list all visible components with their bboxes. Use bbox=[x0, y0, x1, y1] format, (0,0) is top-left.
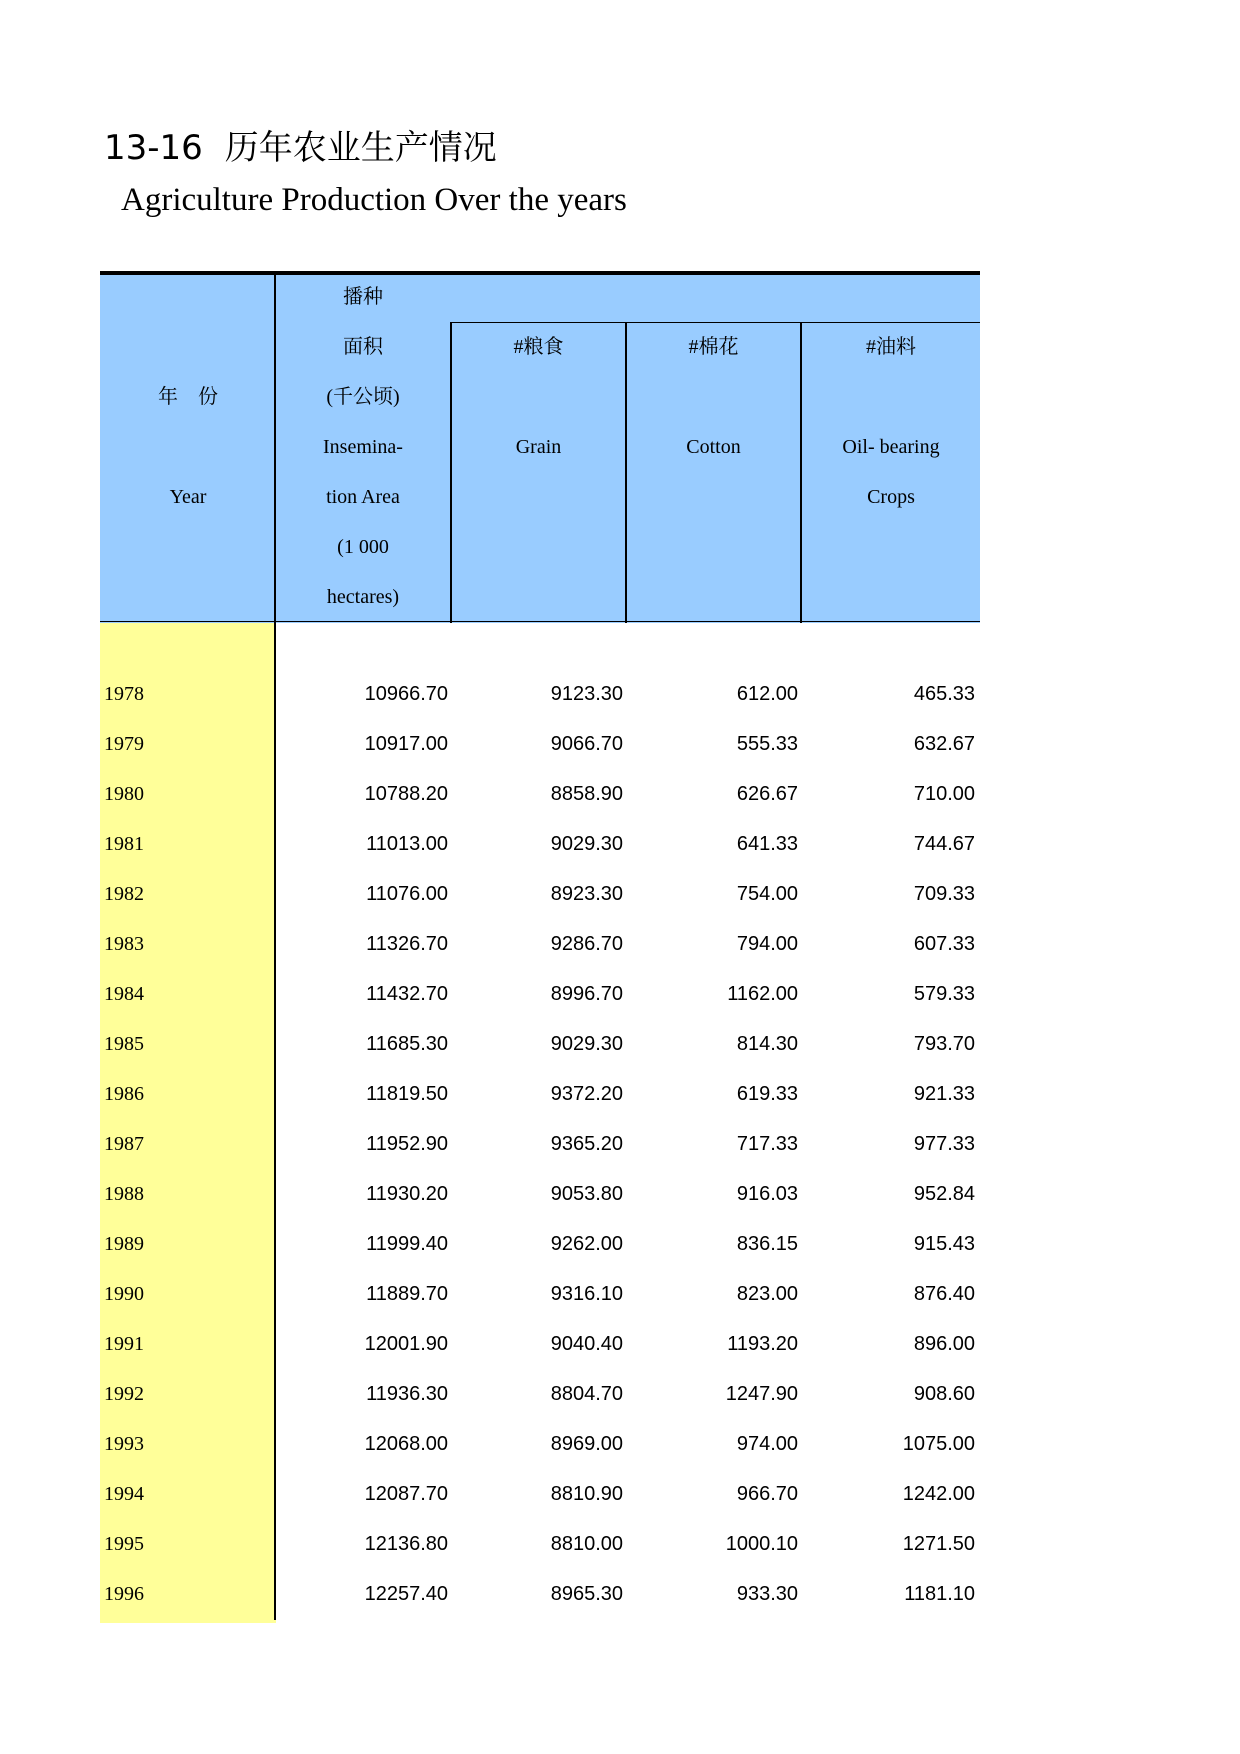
cell-year: 1980 bbox=[104, 783, 144, 805]
header-oil-en-2: Crops bbox=[867, 486, 915, 508]
cell-oil: 1242.00 bbox=[902, 1483, 975, 1505]
cell-grain: 8810.00 bbox=[550, 1533, 623, 1555]
table-row bbox=[100, 1269, 980, 1319]
header-area-line-7: hectares) bbox=[326, 586, 400, 608]
cell-oil: 607.33 bbox=[913, 933, 975, 955]
cell-area: 11013.00 bbox=[366, 833, 448, 855]
cell-year: 1989 bbox=[104, 1233, 144, 1255]
cell-oil: 1181.10 bbox=[904, 1583, 975, 1605]
cell-year: 1988 bbox=[104, 1183, 144, 1205]
cell-year: 1990 bbox=[104, 1283, 144, 1305]
cell-cotton: 619.33 bbox=[736, 1083, 798, 1105]
cell-oil: 876.40 bbox=[913, 1283, 975, 1305]
cell-cotton: 612.00 bbox=[736, 683, 798, 705]
table-row bbox=[100, 819, 980, 869]
header-year-en: Year bbox=[169, 486, 207, 508]
cell-cotton: 717.33 bbox=[736, 1133, 798, 1155]
cell-grain: 9123.30 bbox=[550, 683, 623, 705]
cell-area: 11936.30 bbox=[366, 1383, 448, 1405]
cell-grain: 8858.90 bbox=[550, 783, 623, 805]
cell-year: 1982 bbox=[104, 883, 144, 905]
table-row bbox=[100, 1569, 980, 1619]
cell-oil: 579.33 bbox=[913, 983, 975, 1005]
cell-cotton: 966.70 bbox=[736, 1483, 798, 1505]
cell-grain: 9066.70 bbox=[550, 733, 623, 755]
title-chinese: 历年农业生产情况 bbox=[224, 128, 497, 168]
cell-oil: 921.33 bbox=[913, 1083, 975, 1105]
cell-area: 12136.80 bbox=[364, 1533, 448, 1555]
cell-grain: 8804.70 bbox=[550, 1383, 623, 1405]
cell-cotton: 974.00 bbox=[736, 1433, 798, 1455]
table-row bbox=[100, 969, 980, 1019]
cell-grain: 9316.10 bbox=[550, 1283, 623, 1305]
header-grain-zh: #粮食 bbox=[513, 336, 564, 358]
cell-year: 1984 bbox=[104, 983, 144, 1005]
table-row bbox=[100, 719, 980, 769]
cell-grain: 9262.00 bbox=[550, 1233, 623, 1255]
cell-cotton: 641.33 bbox=[736, 833, 798, 855]
cell-oil: 793.70 bbox=[913, 1033, 975, 1055]
table-row bbox=[100, 1219, 980, 1269]
header-cotton-zh: #棉花 bbox=[688, 336, 739, 358]
cell-year: 1995 bbox=[104, 1533, 144, 1555]
header-area-line-2: 面积 bbox=[343, 336, 383, 358]
cell-year: 1993 bbox=[104, 1433, 144, 1455]
table-row bbox=[100, 1119, 980, 1169]
cell-area: 12257.40 bbox=[364, 1583, 448, 1605]
table-number: 13-16 bbox=[104, 128, 203, 168]
cell-grain: 9040.40 bbox=[550, 1333, 623, 1355]
cell-cotton: 916.03 bbox=[736, 1183, 798, 1205]
cell-year: 1994 bbox=[104, 1483, 144, 1505]
cell-year: 1978 bbox=[104, 683, 144, 705]
cell-year: 1987 bbox=[104, 1133, 144, 1155]
header-year-zh: 年 份 bbox=[158, 386, 218, 408]
table-row bbox=[100, 1469, 980, 1519]
header-area-line-5: tion Area bbox=[326, 486, 400, 508]
cell-grain: 8810.90 bbox=[550, 1483, 623, 1505]
cell-grain: 8923.30 bbox=[550, 883, 623, 905]
table-row bbox=[100, 1069, 980, 1119]
cell-oil: 915.43 bbox=[913, 1233, 975, 1255]
cell-cotton: 1162.00 bbox=[727, 983, 798, 1005]
cell-grain: 9029.30 bbox=[550, 1033, 623, 1055]
title-english: Agriculture Production Over the years bbox=[121, 182, 627, 218]
cell-oil: 465.33 bbox=[913, 683, 975, 705]
table-row bbox=[100, 869, 980, 919]
table-row bbox=[100, 1169, 980, 1219]
cell-grain: 9365.20 bbox=[550, 1133, 623, 1155]
cell-cotton: 836.15 bbox=[736, 1233, 798, 1255]
header-area-line-4: Insemina- bbox=[323, 436, 403, 458]
cell-area: 12001.90 bbox=[364, 1333, 448, 1355]
cell-cotton: 626.67 bbox=[736, 783, 798, 805]
header-grain-en: Grain bbox=[515, 436, 562, 458]
cell-cotton: 794.00 bbox=[736, 933, 798, 955]
cell-area: 11819.50 bbox=[366, 1083, 448, 1105]
page-title bbox=[104, 128, 497, 168]
cell-area: 11952.90 bbox=[366, 1133, 448, 1155]
cell-oil: 896.00 bbox=[913, 1333, 975, 1355]
cell-oil: 744.67 bbox=[913, 833, 975, 855]
cell-oil: 908.60 bbox=[913, 1383, 975, 1405]
table-row bbox=[100, 1319, 980, 1369]
cell-area: 11889.70 bbox=[366, 1283, 448, 1305]
table-row bbox=[100, 919, 980, 969]
cell-cotton: 933.30 bbox=[736, 1583, 798, 1605]
cell-year: 1991 bbox=[104, 1333, 144, 1355]
table-row bbox=[100, 769, 980, 819]
cell-area: 11326.70 bbox=[366, 933, 448, 955]
cell-grain: 8969.00 bbox=[550, 1433, 623, 1455]
cell-year: 1986 bbox=[104, 1083, 144, 1105]
header-oil-zh: #油料 bbox=[866, 336, 916, 358]
cell-grain: 9286.70 bbox=[550, 933, 623, 955]
header-oil-en-1: Oil- bearing bbox=[842, 436, 940, 458]
cell-area: 11930.20 bbox=[366, 1183, 448, 1205]
cell-oil: 632.67 bbox=[913, 733, 975, 755]
table-row bbox=[100, 669, 980, 719]
cell-area: 10788.20 bbox=[364, 783, 448, 805]
cell-year: 1996 bbox=[104, 1583, 144, 1605]
cell-oil: 709.33 bbox=[913, 883, 975, 905]
header-area-line-6: (1 000 bbox=[337, 536, 389, 558]
cell-grain: 8996.70 bbox=[550, 983, 623, 1005]
header-area-line-3: (千公顷) bbox=[326, 386, 400, 408]
cell-grain: 8965.30 bbox=[550, 1583, 623, 1605]
cell-cotton: 555.33 bbox=[736, 733, 798, 755]
cell-cotton: 814.30 bbox=[736, 1033, 798, 1055]
cell-area: 10966.70 bbox=[364, 683, 448, 705]
cell-year: 1981 bbox=[104, 833, 144, 855]
cell-area: 12087.70 bbox=[364, 1483, 448, 1505]
cell-oil: 977.33 bbox=[913, 1133, 975, 1155]
cell-cotton: 823.00 bbox=[736, 1283, 798, 1305]
cell-area: 11685.30 bbox=[366, 1033, 448, 1055]
table-row bbox=[100, 1019, 980, 1069]
cell-area: 11076.00 bbox=[366, 883, 448, 905]
cell-year: 1992 bbox=[104, 1383, 144, 1405]
cell-cotton: 1193.20 bbox=[727, 1333, 798, 1355]
table-row bbox=[100, 1369, 980, 1419]
header-bottom-rule bbox=[100, 621, 980, 622]
cell-grain: 9029.30 bbox=[550, 833, 623, 855]
header-area-line-1: 播种 bbox=[343, 286, 383, 308]
cell-year: 1983 bbox=[104, 933, 144, 955]
cell-cotton: 1247.90 bbox=[725, 1383, 798, 1405]
cell-oil: 710.00 bbox=[913, 783, 975, 805]
cell-oil: 952.84 bbox=[913, 1183, 975, 1205]
cell-area: 12068.00 bbox=[364, 1433, 448, 1455]
table-row bbox=[100, 1519, 980, 1569]
cell-oil: 1075.00 bbox=[902, 1433, 975, 1455]
cell-area: 10917.00 bbox=[364, 733, 448, 755]
header-cotton-en: Cotton bbox=[686, 436, 741, 458]
cell-oil: 1271.50 bbox=[902, 1533, 975, 1555]
cell-cotton: 754.00 bbox=[736, 883, 798, 905]
cell-year: 1979 bbox=[104, 733, 144, 755]
table-row bbox=[100, 1419, 980, 1469]
cell-area: 11432.70 bbox=[366, 983, 448, 1005]
cell-grain: 9372.20 bbox=[550, 1083, 623, 1105]
cell-cotton: 1000.10 bbox=[725, 1533, 798, 1555]
cell-grain: 9053.80 bbox=[550, 1183, 623, 1205]
cell-area: 11999.40 bbox=[366, 1233, 448, 1255]
cell-year: 1985 bbox=[104, 1033, 144, 1055]
